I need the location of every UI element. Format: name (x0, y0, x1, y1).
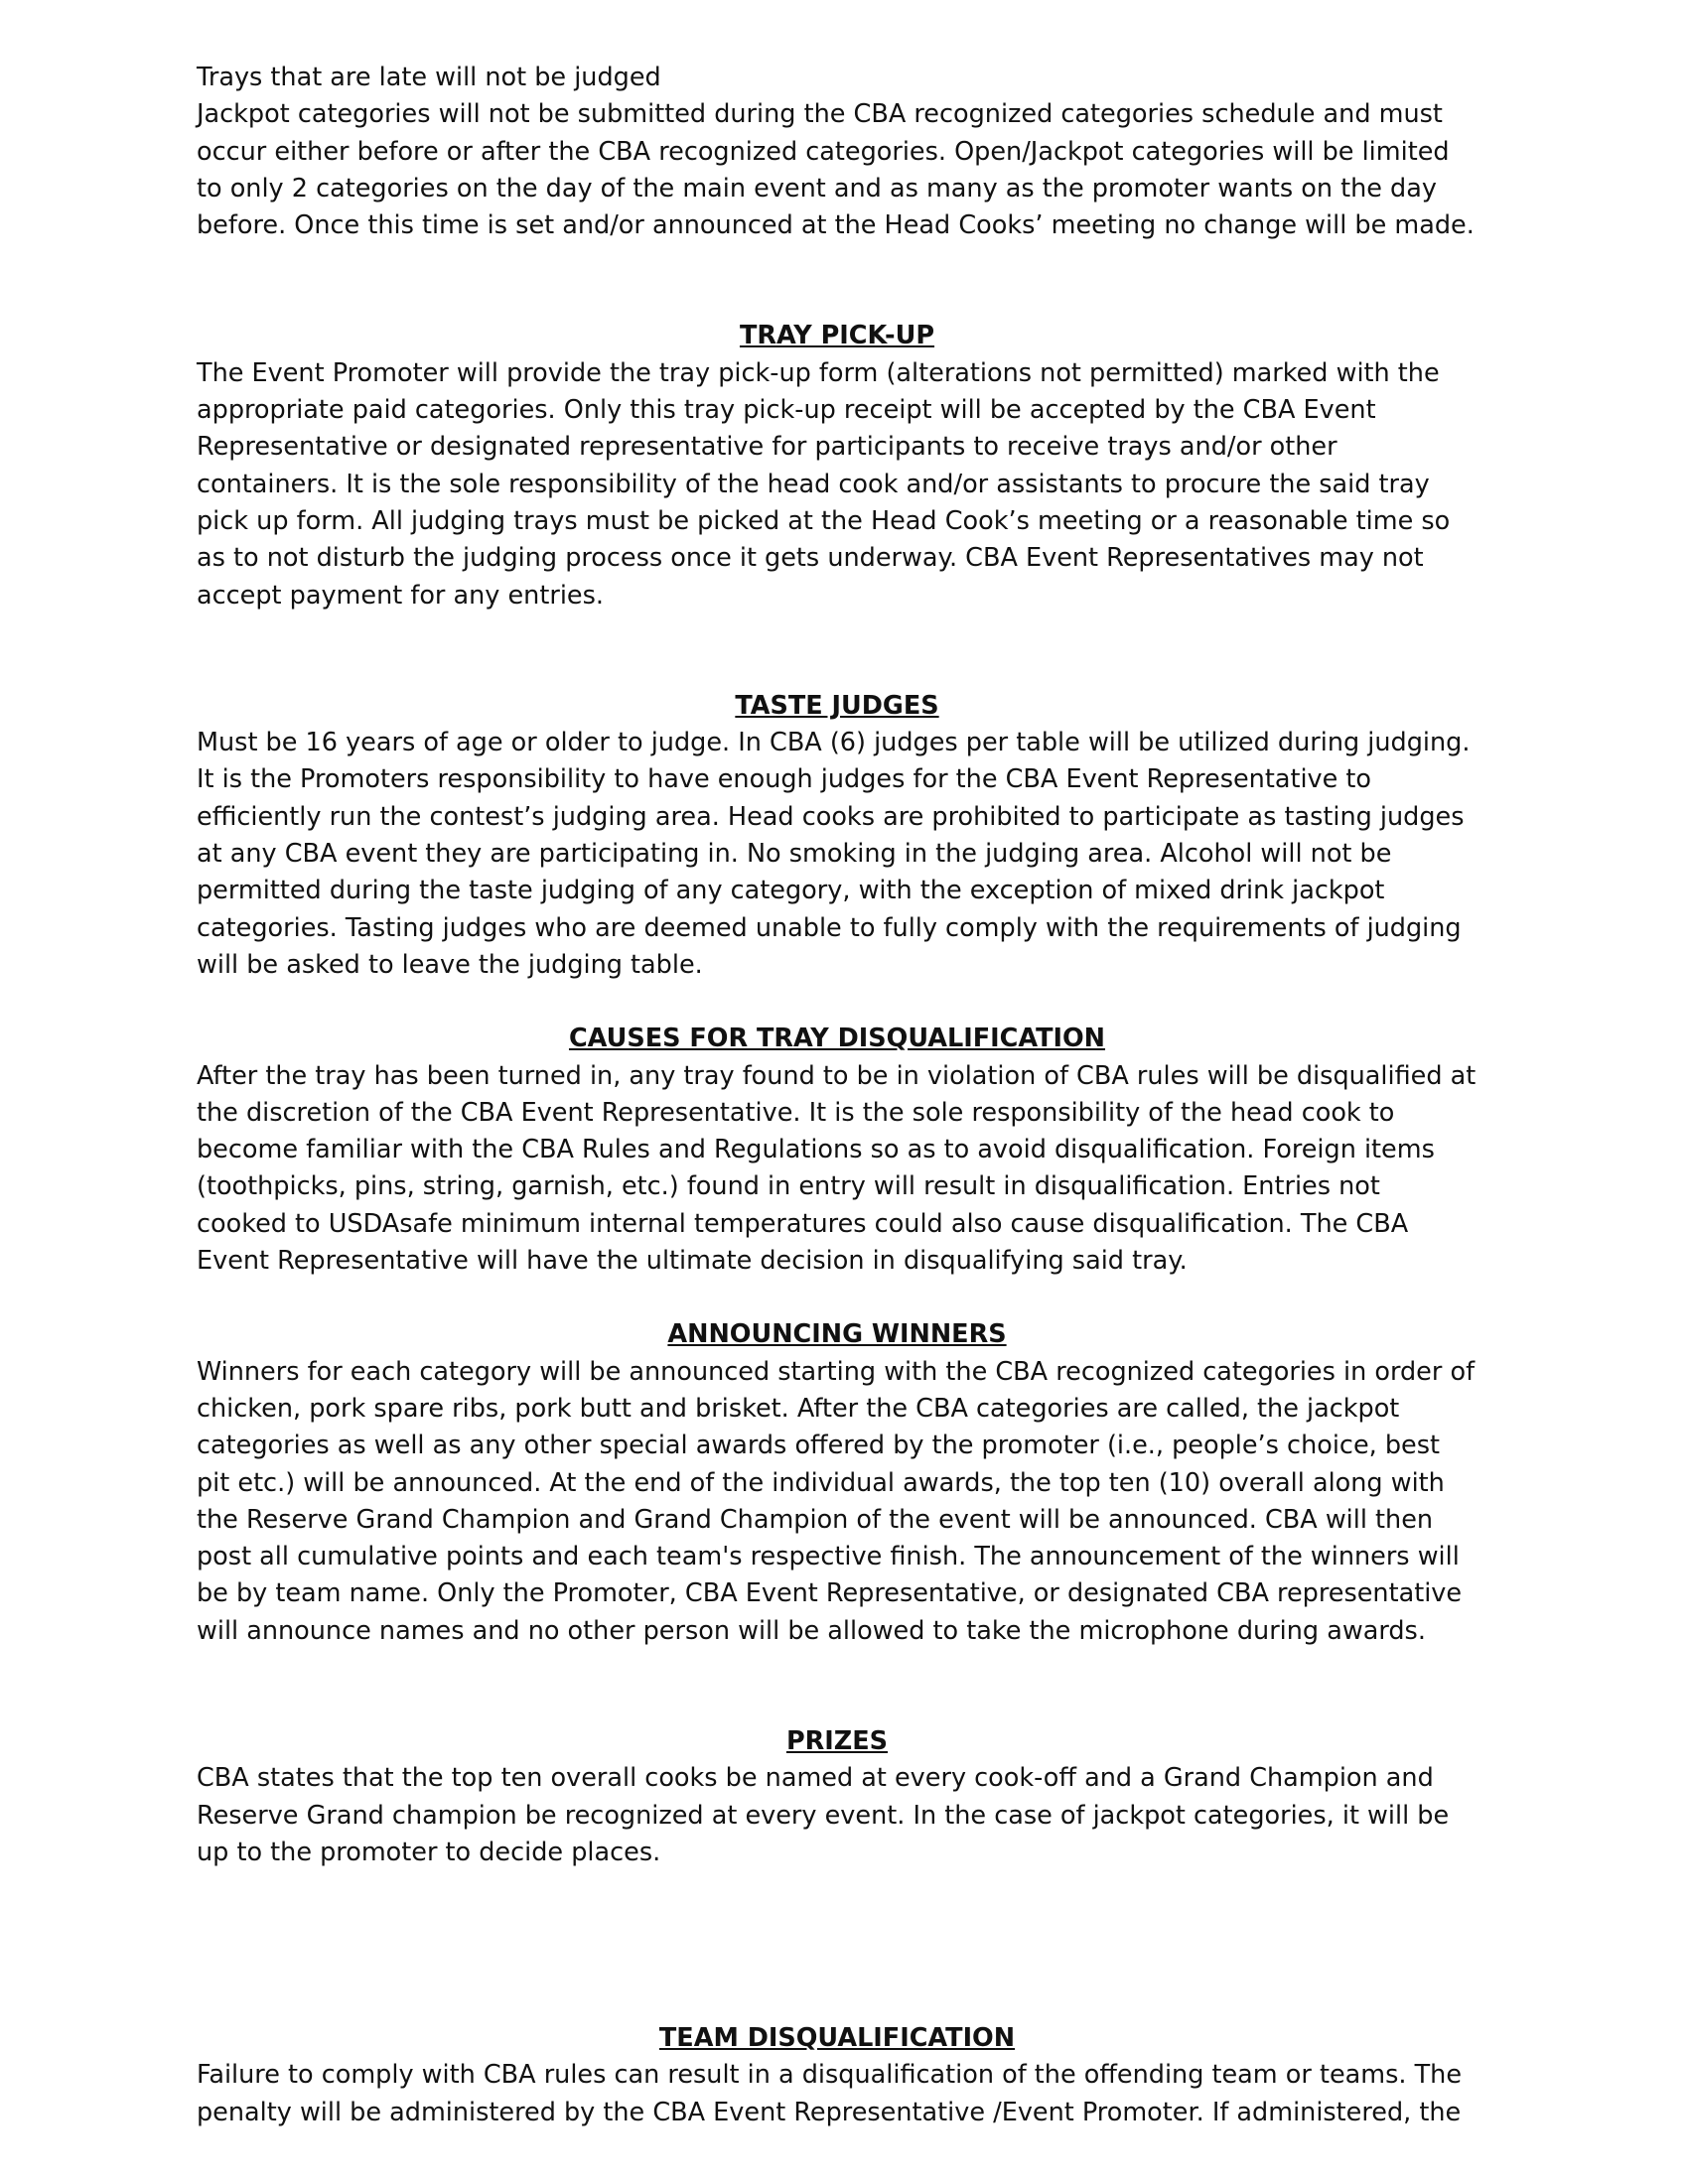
heading-taste-judges: TASTE JUDGES (735, 690, 939, 721)
body-tray-disqualification: After the tray has been turned in, any tray found to be in violation of CBA rules will be disqualified at the discretion of the CBA Event Representative. It is the sole responsibility of the head cook to become familiar with the CBA Rules and Regulations so as to avoid disqualification. Foreign items (toothpicks, pins, string, garnish, etc.) found in entry will result in disqualification. Entries not cooked to USDAsafe minimum internal temperatures could also cause disqualification. The CBA Event Representative will have the ultimate decision in disqualifying said tray. (197, 1060, 1477, 1277)
body-tray-pickup: The Event Promoter will provide the tray pick-up form (alterations not permitted) marked with the appropriate paid categories. Only this tray pick-up receipt will be accepted by the CBA Event Representative or designated representative for participants to receive trays and/or other containers. It is the sole responsibility of the head cook and/or assistants to procure the said tray pick up form. All judging trays must be picked at the Head Cook’s meeting or a reasonable time so as to not disturb the judging process once it gets underway. CBA Event Representatives may not accept payment for any entries. (197, 357, 1451, 611)
intro-line: Trays that are late will not be judged (197, 63, 661, 92)
body-team-disqualification: Failure to comply with CBA rules can result in a disqualification of the offending team or teams. The penalty will be administered by the CBA Event Representative /Event Promoter. If administered, the (197, 2060, 1463, 2127)
heading-team-disqualification: TEAM DISQUALIFICATION (658, 2023, 1016, 2054)
heading-prizes: PRIZES (785, 1725, 889, 1756)
heading-tray-pickup: TRAY PICK-UP (739, 321, 935, 351)
document-page (197, 60, 1477, 2131)
body-announcing-winners: Winners for each category will be announced starting with the CBA recognized categories in order of chicken, pork spare ribs, pork butt and brisket. After the CBA categories are called, the jackpot categories as well as any other special awards offered by the promoter (i.e., people’s choice, best pit etc.) will be announced. At the end of the individual awards, the top ten (10) overall along with the Reserve Grand Champion and Grand Champion of the event will be announced. CBA will then post all cumulative points and each team's respective finish. The announcement of the winners will be by team name. Only the Promoter, CBA Event Representative, or designated CBA representative will announce names and no other person will be allowed to take the microphone during awards. (197, 1356, 1476, 1646)
intro-paragraph: Jackpot categories will not be submitted during the CBA recognized categories schedule and must occur either before or after the CBA recognized categories. Open/Jackpot categories will be limited to only 2 categories on the day of the main event and as many as the promoter wants on the day before. Once this time is set and/or announced at the Head Cooks’ meeting no change will be made. (197, 99, 1475, 241)
body-taste-judges: Must be 16 years of age or older to judge. In CBA (6) judges per table will be utilized during judging. It is the Promoters responsibility to have enough judges for the CBA Event Representative to efficiently run the contest’s judging area. Head cooks are prohibited to participate as tasting judges at any CBA event they are participating in. No smoking in the judging area. Alcohol will not be permitted during the taste judging of any category, with the exception of mixed drink jackpot categories. Tasting judges who are deemed unable to fully comply with the requirements of judging will be asked to leave the judging table. (197, 728, 1471, 980)
heading-tray-disqualification: CAUSES FOR TRAY DISQUALIFICATION (568, 1024, 1106, 1054)
heading-announcing-winners: ANNOUNCING WINNERS (667, 1319, 1007, 1350)
body-prizes: CBA states that the top ten overall cooks be named at every cook-off and a Grand Champion and Reserve Grand champion be recognized at every event. In the case of jackpot categories, it will be up to the promoter to decide places. (197, 1763, 1450, 1867)
